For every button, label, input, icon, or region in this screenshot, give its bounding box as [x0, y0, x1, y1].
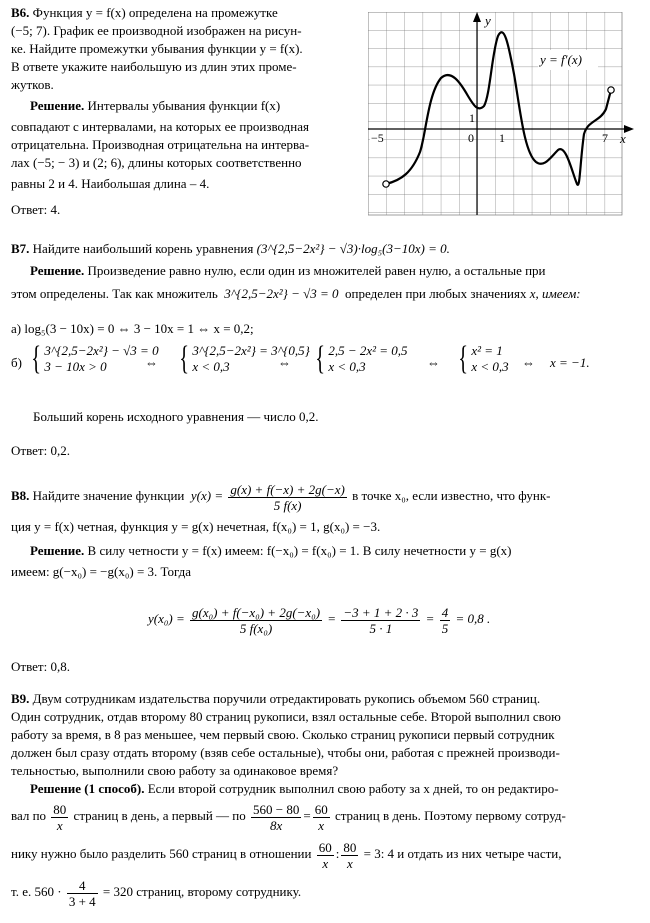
b7-equiv-4: ⇔	[522, 355, 535, 370]
b8-answer: Ответ: 0,8.	[11, 659, 70, 674]
b7-system-3: { 2,5 − 2x² = 0,5 x < 0,3	[315, 340, 408, 377]
graph-func-label: y = f′(x)	[540, 52, 582, 67]
b6-line-4: В ответе укажите наибольшую из длин этих проме-	[11, 59, 297, 74]
b6-solution-1: Решение. Интервалы убывания функции f(x)	[30, 98, 281, 113]
curve-end-point	[608, 87, 614, 93]
b7-equiv-2: ⇔	[278, 355, 291, 370]
b6-solution-4: лах (−5; − 3) и (2; 6), длины которых соответственно	[11, 155, 302, 170]
b9-line-5: тельностью, выполнили свою работу за одинаковое время?	[11, 763, 339, 778]
b7-solution-2: этом определены. Так как множитель 3^{2,5−2x²} − √3 = 0 определен при любых значениях x, имеем:	[11, 286, 581, 301]
b6-line-3: ке. Найдите промежутки убывания функции y = f(x).	[11, 41, 303, 56]
tick-minus5: −5	[371, 131, 384, 145]
b6-line-5: жутков.	[11, 77, 54, 92]
b9-line-2: Один сотрудник, отдав второму 80 страниц рукописи, взял остальные себе. Второй выполнил свою	[11, 709, 561, 724]
b7-system-4: { x² = 1 x < 0,3	[458, 340, 509, 377]
graph-y-label: y	[485, 13, 491, 28]
b7-case-a: а) log₅(3 − 10x) = 0 ⇔ 3 − 10x = 1 ⇔ x = 0,2;	[11, 321, 254, 336]
b8-conditions: ция y = f(x) четная, функция y = g(x) нечетная, f(x₀) = 1, g(x₀) = −3.	[11, 519, 381, 534]
b8-final-equation: y(x₀) = $\frac{\text{g(x₀) + f(−x₀) + 2g(−x₀)}}{\text{5 f(x₀)}}$ = $\frac{-3 + 1 + 2 \cdot 3}{5 \cdot 1}$ = $\frac{4}{5}$ = 0,8 .	[148, 604, 491, 636]
b7-system-1: { 3^{2,5−2x²} − √3 = 0 3 − 10x > 0	[31, 340, 159, 377]
b9-solution-2: вал по $\frac{80}{x}$ страниц в день, а первый — по $\frac{560 - 80}{8x}$ = $\frac{60}{x}$ страниц в день. Поэтому первому сотруд-	[11, 801, 566, 833]
tick-zero: 0	[468, 131, 474, 145]
b7-result: x = −1.	[550, 355, 590, 370]
b9-line-3: работу за время, в 8 раз меньшее, чем первый свою. Сколько страниц рукописи первый сотрудник	[11, 727, 555, 742]
tick-7: 7	[602, 131, 608, 145]
curve-start-point	[383, 181, 389, 187]
b6-solution-3: отрицательна. Производная отрицательна на интерва-	[11, 137, 310, 152]
b8-fraction: $\frac{g(x) + f(-x) + 2g(-x)}{5 f(x)}$	[230, 481, 345, 513]
b7-equation: (3^{2,5−2x²} − √3)·log₅(3−10x) = 0.	[256, 241, 450, 256]
b7-task: В7. Найдите наибольший корень уравнения (3^{2,5−2x²} − √3)·log₅(3−10x) = 0.	[11, 241, 450, 256]
b7-equiv-3: ⇔	[427, 355, 440, 370]
b7-solution-1: Решение. Произведение равно нулю, если один из множителей равен нулю, а остальные при	[30, 263, 546, 278]
b6-answer: Ответ: 4.	[11, 202, 61, 217]
b7-equiv-1: ⇔	[145, 355, 158, 370]
graph-grid	[368, 12, 622, 215]
b8-task: В8. Найдите значение функции y(x) = $\frac{g(x) + f(-x) + 2g(-x)}{5 f(x)}$ в точке x₀, если известно, что функ-	[11, 481, 551, 513]
b7-answer: Ответ: 0,2.	[11, 443, 70, 458]
b8-solution-1: Решение. В силу четности y = f(x) имеем: f(−x₀) = f(x₀) = 1. В силу нечетности y = g(x)	[30, 543, 512, 558]
b9-solution-1: Решение (1 способ). Если второй сотрудник выполнил свою работу за x дней, то он редактиро-	[30, 781, 559, 796]
b8-solution-2: имеем: g(−x₀) = −g(x₀) = 3. Тогда	[11, 564, 192, 579]
tick-1-y: 1	[469, 111, 475, 125]
b6-solution-2: совпадают с интервалами, на которых ее производная	[11, 119, 309, 134]
tick-1-x: 1	[499, 131, 505, 145]
b9-line-4: должен был сразу отдать второму (взяв себе остальные), чтобы они, работая с прежней производи-	[11, 745, 560, 760]
b7-case-b-label: б)	[11, 355, 22, 370]
b6-line-2: (−5; 7). График ее производной изображен на рисун-	[11, 23, 302, 38]
b9-solution-4: т. е. 560 · $\frac{4}{3 + 4}$ = 320 страниц, второму сотруднику.	[11, 877, 302, 909]
b6-line-1: В6. Функция y = f(x) определена на промежутке	[11, 5, 278, 20]
graph-x-label: x	[620, 131, 626, 146]
b9-line-1: В9. Двум сотрудникам издательства поручили отредактировать рукопись объемом 560 страниц.	[11, 691, 541, 706]
b9-solution-3: нику нужно было разделить 560 страниц в отношении $\frac{60}{x}$ : $\frac{80}{x}$ = 3: 4 и отдать из них четыре части,	[11, 839, 562, 871]
b6-solution-5: равны 2 и 4. Наибольшая длина – 4.	[11, 176, 210, 191]
derivative-graph	[368, 12, 638, 232]
b7-system-2: { 3^{2,5−2x²} = 3^{0,5} x < 0,3	[179, 340, 310, 377]
b7-conclusion: Больший корень исходного уравнения — число 0,2.	[33, 409, 319, 424]
